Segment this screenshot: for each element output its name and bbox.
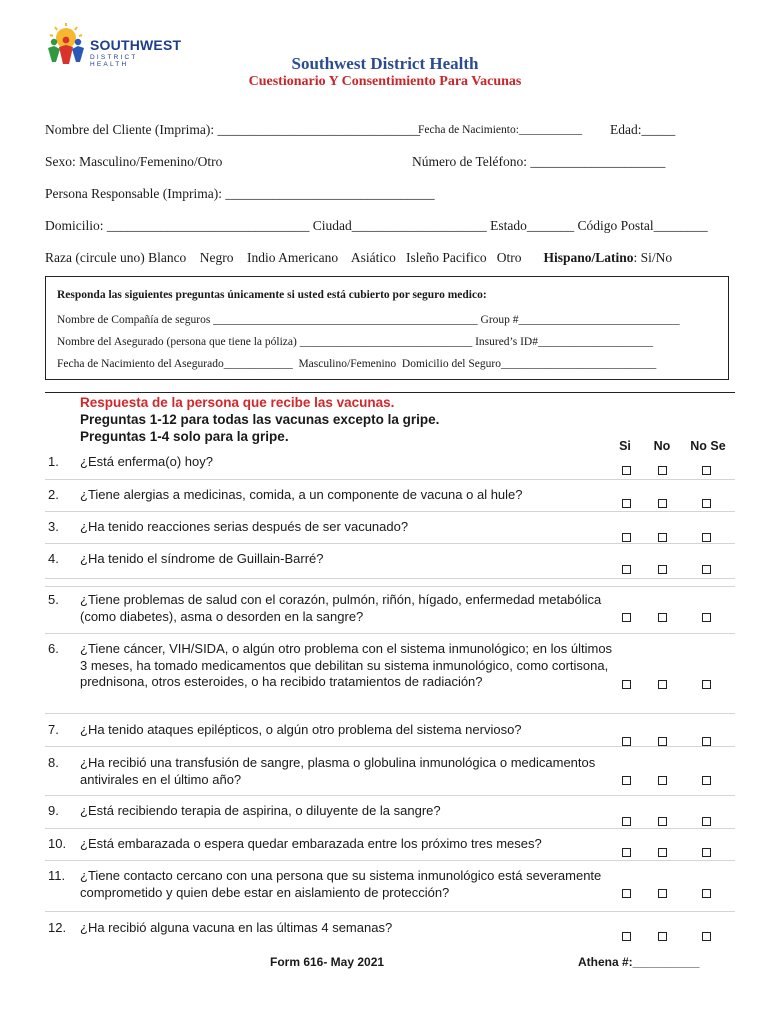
question-text: ¿Tiene problemas de salud con el corazón, pulmón, riñón, hígado, enfermedad metabólica (como diabetes), asma o desorden en la sangre?: [80, 592, 602, 624]
checkbox-si[interactable]: [622, 466, 631, 475]
checkbox-si[interactable]: [622, 776, 631, 785]
hispanic-label: Hispano/Latino: [543, 250, 634, 265]
question-number: 12.: [48, 920, 67, 935]
insurance-company-field[interactable]: Nombre de Compañía de seguros ______________________________________________ Group #____________________________: [57, 314, 680, 326]
instruction-1: Preguntas 1-12 para todas las vacunas excepto la gripe.: [80, 412, 440, 427]
checkbox-no-se[interactable]: [702, 848, 711, 857]
column-si: Si: [619, 439, 631, 453]
address-field[interactable]: Domicilio: ______________________________ Ciudad____________________ Estado_______ Código Postal________: [45, 218, 708, 233]
question-number: 2.: [48, 487, 59, 502]
checkbox-no-se[interactable]: [702, 499, 711, 508]
question-number: 1.: [48, 454, 59, 469]
row-divider: [45, 586, 735, 587]
question-number: 7.: [48, 722, 59, 737]
question-number: 6.: [48, 641, 59, 656]
checkbox-si[interactable]: [622, 932, 631, 941]
row-divider: [45, 479, 735, 480]
row-divider: [45, 543, 735, 544]
question-text: ¿Está embarazada o espera quedar embarazada entre los próximo tres meses?: [80, 836, 542, 851]
row-divider: [45, 860, 735, 861]
row-divider: [45, 795, 735, 796]
row-divider: [45, 911, 735, 912]
insurance-heading: Responda las siguientes preguntas únicamente si usted está cubierto por seguro medico:: [57, 289, 487, 301]
logo-name: SOUTHWEST: [90, 37, 182, 53]
question-number: 8.: [48, 755, 59, 770]
row-divider: [45, 578, 735, 579]
race-options: Raza (circule uno) Blanco Negro Indio Americano Asiático Isleño Pacifico Otro: [45, 250, 522, 265]
phone-field[interactable]: Número de Teléfono: ____________________: [412, 154, 666, 169]
checkbox-no-se[interactable]: [702, 466, 711, 475]
checkbox-no-se[interactable]: [702, 817, 711, 826]
question-text: ¿Ha tenido reacciones serias después de ser vacunado?: [80, 519, 409, 534]
question-number: 5.: [48, 592, 59, 607]
row-divider: [45, 511, 735, 512]
column-no: No: [653, 439, 671, 453]
checkbox-no-se[interactable]: [702, 932, 711, 941]
responsible-person-field[interactable]: Persona Responsable (Imprima): _______________________________: [45, 186, 435, 201]
checkbox-no-se[interactable]: [702, 613, 711, 622]
checkbox-si[interactable]: [622, 680, 631, 689]
checkbox-no[interactable]: [658, 533, 667, 542]
checkbox-no-se[interactable]: [702, 533, 711, 542]
checkbox-no-se[interactable]: [702, 889, 711, 898]
column-no-se: No Se: [690, 439, 726, 453]
document-subtitle: Cuestionario Y Consentimiento Para Vacunas: [248, 74, 522, 89]
checkbox-no-se[interactable]: [702, 565, 711, 574]
question-number: 9.: [48, 803, 59, 818]
checkbox-no[interactable]: [658, 889, 667, 898]
checkbox-no-se[interactable]: [702, 737, 711, 746]
checkbox-no[interactable]: [658, 848, 667, 857]
checkbox-si[interactable]: [622, 499, 631, 508]
checkbox-si[interactable]: [622, 848, 631, 857]
client-name-field[interactable]: Nombre del Cliente (Imprima): ______________________________: [45, 122, 420, 137]
question-text: ¿Ha tenido el síndrome de Guillain-Barré?: [80, 551, 324, 566]
age-field[interactable]: Edad:_____: [610, 122, 676, 137]
athena-number-field[interactable]: Athena #:__________: [578, 955, 700, 969]
checkbox-no[interactable]: [658, 499, 667, 508]
question-number: 11.: [48, 868, 66, 883]
checkbox-si[interactable]: [622, 889, 631, 898]
race-field[interactable]: [45, 250, 672, 266]
checkbox-no[interactable]: [658, 613, 667, 622]
response-title: Respuesta de la persona que recibe las vacunas.: [80, 395, 395, 410]
document-title: Southwest District Health: [291, 54, 479, 73]
question-text: ¿Está enferma(o) hoy?: [80, 454, 213, 469]
checkbox-si[interactable]: [622, 533, 631, 542]
checkbox-no[interactable]: [658, 565, 667, 574]
checkbox-no-se[interactable]: [702, 776, 711, 785]
checkbox-si[interactable]: [622, 613, 631, 622]
row-divider: [45, 713, 735, 714]
checkbox-no[interactable]: [658, 680, 667, 689]
question-number: 4.: [48, 551, 59, 566]
question-text: ¿Ha recibió una transfusión de sangre, plasma o globulina inmunológica o medicamentos antivirales en el último año?: [80, 755, 596, 787]
row-divider: [45, 633, 735, 634]
question-number: 10.: [48, 836, 67, 851]
question-text: ¿Está recibiendo terapia de aspirina, o diluyente de la sangre?: [80, 803, 441, 818]
row-divider: [45, 828, 735, 829]
question-text: ¿Tiene cáncer, VIH/SIDA, o algún otro problema con el sistema inmunológico; en los últimos 3 meses, ha tomado medicamentos que debilitan su sistema inmunológico, como cortisona, prednisona, otros esteroides, o ha recibido tratamientos de radiación?: [80, 641, 613, 689]
checkbox-no[interactable]: [658, 776, 667, 785]
instruction-2: Preguntas 1-4 solo para la gripe.: [80, 429, 289, 444]
row-divider: [45, 746, 735, 747]
question-text: ¿Tiene alergias a medicinas, comida, a un componente de vacuna o al hule?: [80, 487, 523, 502]
checkbox-no-se[interactable]: [702, 680, 711, 689]
checkbox-si[interactable]: [622, 565, 631, 574]
checkbox-no[interactable]: [658, 932, 667, 941]
question-number: 3.: [48, 519, 59, 534]
question-text: ¿Ha tenido ataques epilépticos, o algún otro problema del sistema nervioso?: [80, 722, 522, 737]
hispanic-options: : Si/No: [633, 250, 673, 265]
insurance-section: [45, 276, 729, 380]
checkbox-no[interactable]: [658, 737, 667, 746]
checkbox-si[interactable]: [622, 817, 631, 826]
logo-subtitle: DISTRICT HEALTH: [90, 54, 138, 68]
checkbox-si[interactable]: [622, 737, 631, 746]
insured-name-field[interactable]: Nombre del Asegurado (persona que tiene la póliza) ______________________________ Insured’s ID#____________________: [57, 336, 653, 348]
insured-dob-field[interactable]: Fecha de Nacimiento del Asegurado____________ Masculino/Femenino Domicilio del Seguro___________________________: [57, 358, 657, 370]
checkbox-no[interactable]: [658, 466, 667, 475]
question-text: ¿Ha recibió alguna vacuna en las últimas 4 semanas?: [80, 920, 393, 935]
checkbox-no[interactable]: [658, 817, 667, 826]
sex-field[interactable]: Sexo: Masculino/Femenino/Otro: [45, 154, 223, 169]
section-divider: [45, 392, 735, 393]
form-number: Form 616- May 2021: [270, 955, 385, 969]
birth-date-field[interactable]: Fecha de Nacimiento:___________: [418, 124, 583, 136]
question-text: ¿Tiene contacto cercano con una persona que su sistema inmunológico está severamente comprometido y quien debe estar en aislamiento de protección?: [80, 868, 602, 900]
